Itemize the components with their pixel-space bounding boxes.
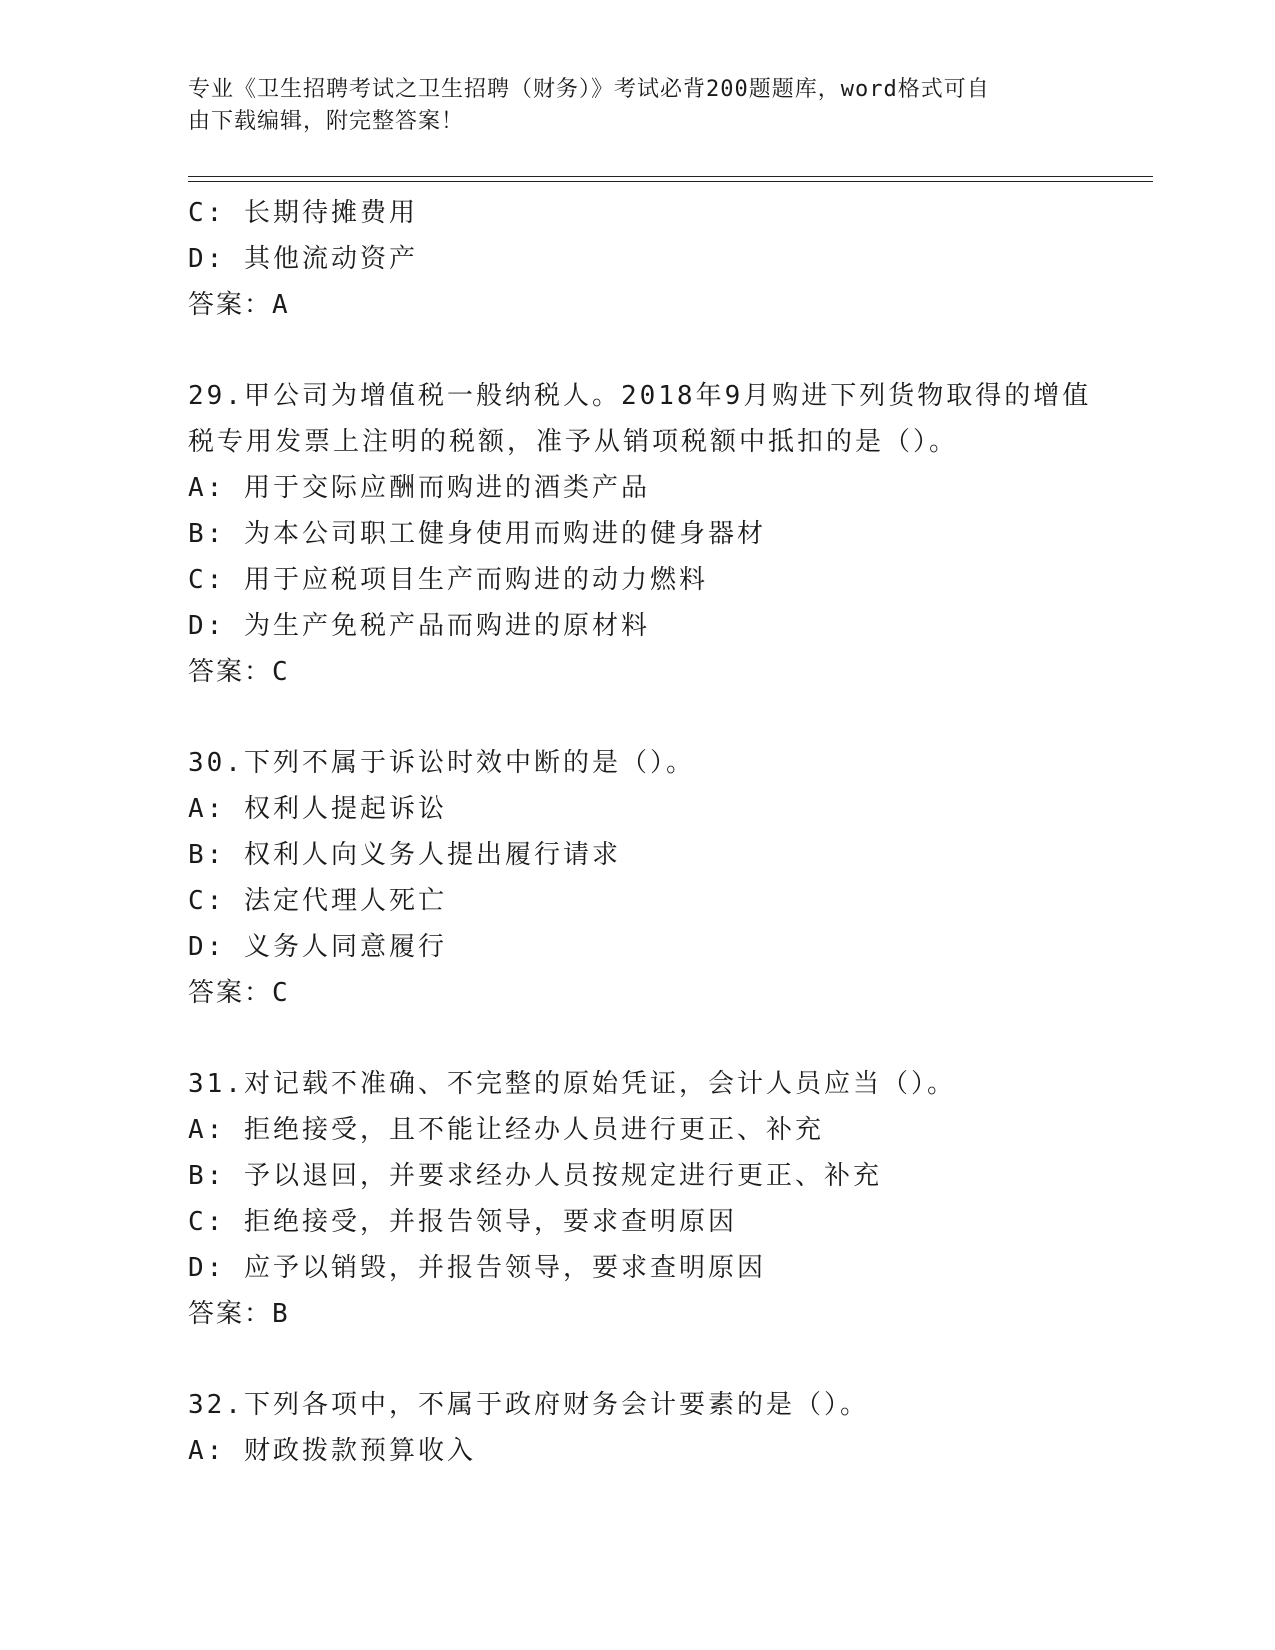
answer-line — [188, 1291, 1148, 1337]
option-a: A: 用于交际应酬而购进的酒类产品 — [188, 473, 650, 503]
option-c: C: 法定代理人死亡 — [188, 886, 447, 916]
header-line-2: 由下载编辑，附完整答案！ — [188, 109, 465, 134]
answer-value: C — [272, 657, 289, 687]
answer-label: 答案： — [188, 290, 273, 320]
header-divider-bottom — [188, 181, 1153, 182]
answer-line — [188, 970, 1148, 1016]
question-29 — [188, 373, 1148, 695]
option-b: B: 为本公司职工健身使用而购进的健身器材 — [188, 519, 766, 549]
question-stem: 32.下列各项中，不属于政府财务会计要素的是（）。 — [188, 1390, 869, 1420]
answer-label: 答案： — [188, 657, 273, 687]
spacer — [188, 1337, 1148, 1382]
answer-line — [188, 649, 1148, 695]
question-31 — [188, 1061, 1148, 1337]
option-c: C: 长期待摊费用 — [188, 198, 418, 228]
option-b: B: 予以退回，并要求经办人员按规定进行更正、补充 — [188, 1161, 882, 1191]
option-d: D: 为生产免税产品而购进的原材料 — [188, 611, 650, 641]
answer-value: B — [272, 1299, 289, 1329]
answer-value: A — [272, 290, 289, 320]
option-d: D: 义务人同意履行 — [188, 932, 447, 962]
option-a: A: 拒绝接受，且不能让经办人员进行更正、补充 — [188, 1115, 824, 1145]
answer-value: C — [272, 978, 289, 1008]
answer-line — [188, 282, 1148, 328]
header-line-1: 专业《卫生招聘考试之卫生招聘（财务）》考试必背200题题库，word格式可自 — [188, 77, 990, 102]
question-content — [188, 190, 1148, 1474]
document-header — [188, 74, 1088, 138]
answer-label: 答案： — [188, 978, 273, 1008]
question-32 — [188, 1382, 1148, 1474]
option-c: C: 拒绝接受，并报告领导，要求查明原因 — [188, 1207, 737, 1237]
previous-question-continuation — [188, 190, 1148, 328]
spacer — [188, 328, 1148, 373]
question-stem: 税专用发票上注明的税额，准予从销项税额中抵扣的是（）。 — [188, 427, 959, 457]
question-stem: 30.下列不属于诉讼时效中断的是（）。 — [188, 748, 695, 778]
spacer — [188, 695, 1148, 740]
option-a: A: 权利人提起诉讼 — [188, 794, 447, 824]
option-a: A: 财政拨款预算收入 — [188, 1436, 476, 1466]
header-divider-top — [188, 176, 1153, 177]
option-c: C: 用于应税项目生产而购进的动力燃料 — [188, 565, 708, 595]
spacer — [188, 1016, 1148, 1061]
question-stem: 31.对记载不准确、不完整的原始凭证，会计人员应当（）。 — [188, 1069, 956, 1099]
option-d: D: 应予以销毁，并报告领导，要求查明原因 — [188, 1253, 766, 1283]
answer-label: 答案： — [188, 1299, 273, 1329]
question-30 — [188, 740, 1148, 1016]
question-stem: 29.甲公司为增值税一般纳税人。2018年9月购进下列货物取得的增值 — [188, 381, 1092, 411]
option-b: B: 权利人向义务人提出履行请求 — [188, 840, 621, 870]
option-d: D: 其他流动资产 — [188, 244, 418, 274]
